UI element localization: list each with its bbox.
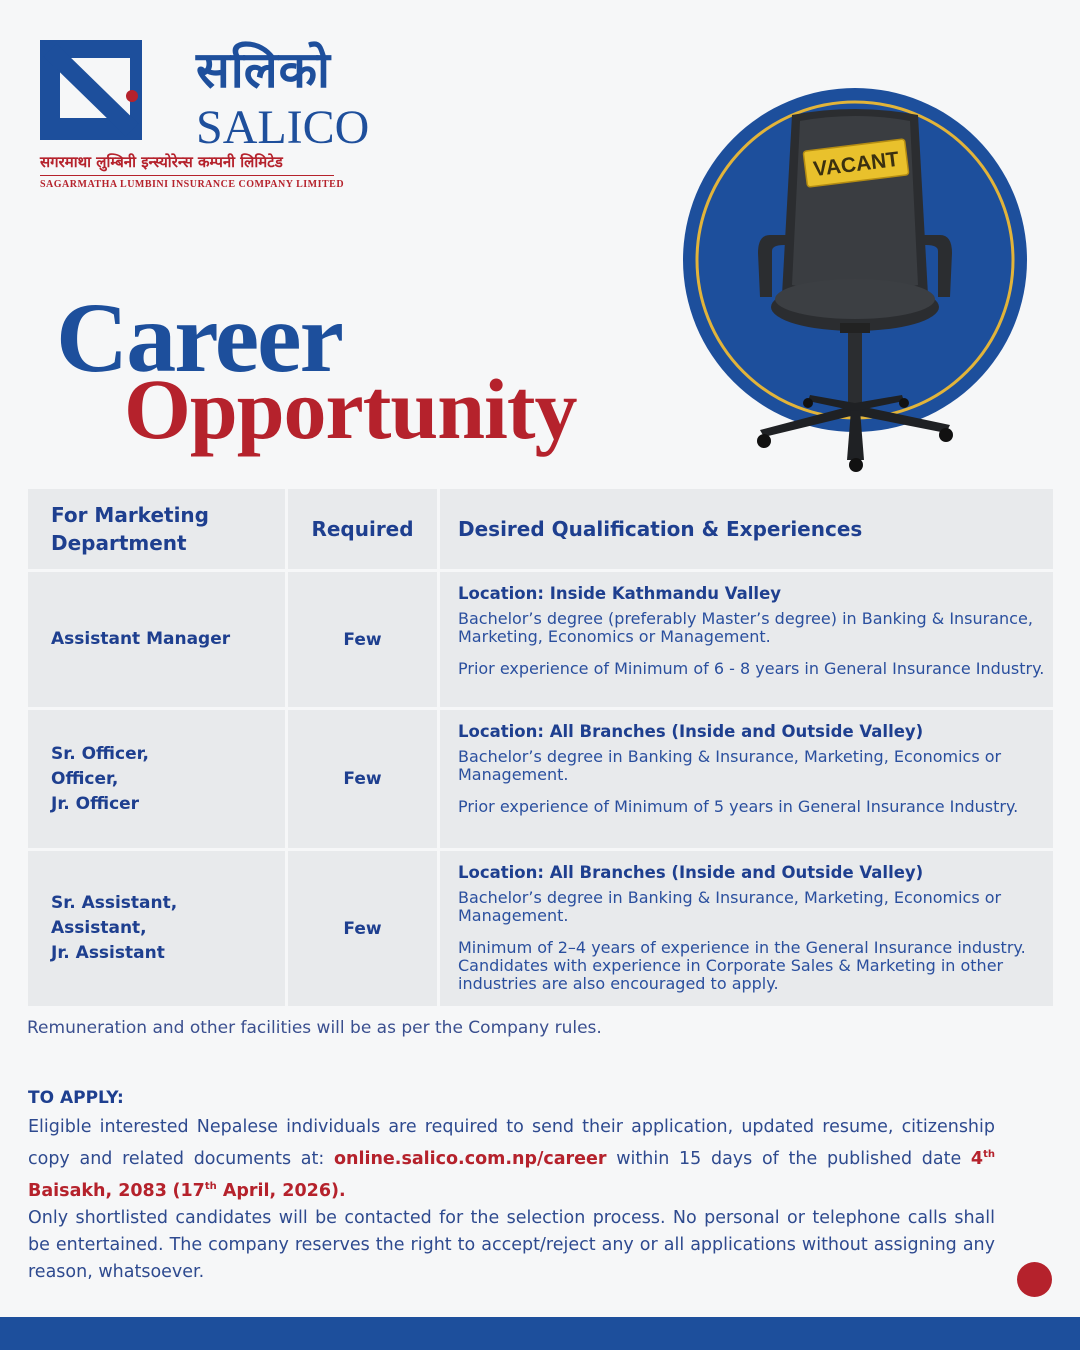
- job-location: Location: Inside Kathmandu Valley: [458, 584, 782, 603]
- qualification-text: Bachelor’s degree (preferably Master’s degree) in Banking & Insurance, Marketing, Economics or Management.: [458, 609, 1033, 646]
- job-location: Location: All Branches (Inside and Outside Valley): [458, 722, 924, 741]
- table-header-row: [28, 489, 1053, 569]
- headline-opportunity: Opportunity: [124, 361, 577, 457]
- header-department: For Marketing Department: [28, 489, 288, 569]
- qualification-text: Bachelor’s degree in Banking & Insurance, Marketing, Economics or Management.: [458, 888, 1002, 925]
- english-date: (17th April, 2026).: [172, 1180, 346, 1201]
- table-row: [28, 710, 1053, 848]
- salico-emblem-icon: [40, 40, 146, 140]
- remuneration-note: Remuneration and other facilities will be as per the Company rules.: [27, 1018, 602, 1038]
- required-count: Few: [343, 918, 382, 939]
- required-count: Few: [343, 769, 382, 789]
- position-title: Assistant Manager: [51, 629, 231, 649]
- apply-instructions: [28, 1114, 995, 1286]
- apply-text-2: within 15 days of the published date: [606, 1148, 971, 1169]
- required-count: Few: [343, 629, 382, 650]
- logo-english-fullname: SAGARMATHA LUMBINI INSURANCE COMPANY LIMITED: [40, 179, 345, 190]
- experience-text: Minimum of 2–4 years of experience in the General Insurance industry. Candidates with experience in Corporate Sales & Marketing in other industries are also encouraged to apply.: [458, 938, 1026, 993]
- shortlist-note: Only shortlisted candidates will be contacted for the selection process. No personal or telephone calls shall be entertained. The company reserves the right to accept/reject any or all applications without assigning any reason, whatsoever.: [28, 1207, 995, 1282]
- vacant-chair-illustration: [680, 85, 1030, 480]
- footer-bar: [0, 1317, 1080, 1350]
- header-qualification: Desired Qualification & Experiences: [458, 517, 863, 541]
- position-title: Sr. Officer, Officer, Jr. Officer: [51, 743, 149, 814]
- table-row: [28, 851, 1053, 1006]
- apply-heading: TO APPLY:: [28, 1088, 124, 1108]
- qualification-text: Bachelor’s degree in Banking & Insurance, Marketing, Economics or Management.: [458, 747, 1002, 784]
- company-logo: [40, 40, 370, 195]
- vacancy-table: [28, 489, 1053, 1009]
- position-title: Sr. Assistant, Assistant, Jr. Assistant: [51, 893, 178, 963]
- logo-name: SALICO: [196, 101, 370, 154]
- job-location: Location: All Branches (Inside and Outside Valley): [458, 863, 924, 882]
- vacant-badge: VACANT: [812, 147, 901, 182]
- headline-career: Career: [56, 282, 342, 393]
- experience-text: Prior experience of Minimum of 6 - 8 years in General Insurance Industry.: [458, 659, 1045, 678]
- logo-devanagari: सलिको: [196, 41, 331, 99]
- career-url-link[interactable]: online.salico.com.np/career: [333, 1148, 607, 1169]
- logo-nepali-fullname: सगरमाथा लुम्बिनी इन्स्योरेन्स कम्पनी लिमिटेड: [40, 153, 283, 171]
- nepali-date: 4th Baisakh, 2083: [28, 1148, 995, 1201]
- apply-text: Eligible interested Nepalese individuals are required to send their application, updated resume, citizenship copy and related documents at:: [28, 1117, 995, 1169]
- logo-divider: [40, 175, 334, 176]
- header-required: Required: [288, 489, 440, 569]
- experience-text: Prior experience of Minimum of 5 years in General Insurance Industry.: [458, 797, 1019, 816]
- table-row: [28, 572, 1053, 707]
- decorative-red-dot: [1017, 1262, 1052, 1297]
